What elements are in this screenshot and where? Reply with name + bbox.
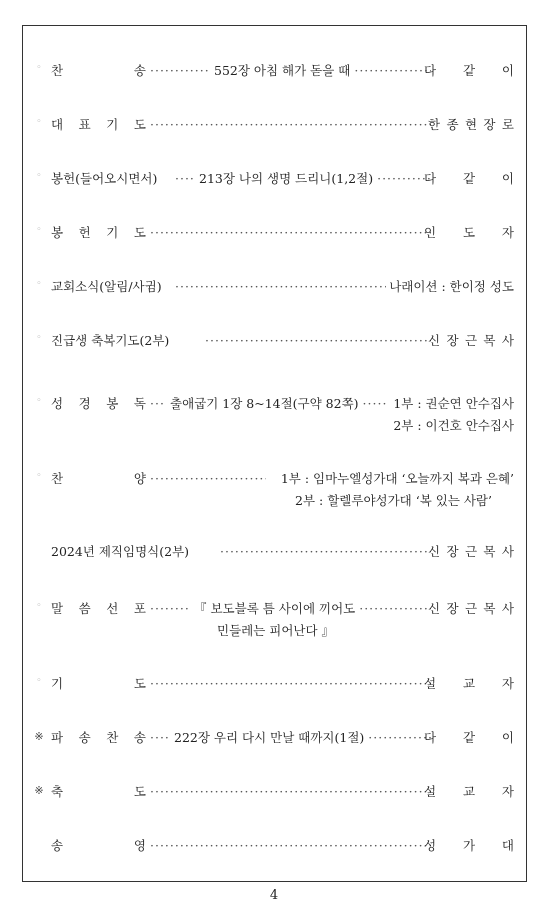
name-char: 같 xyxy=(462,63,476,78)
item-label-char: 포 xyxy=(133,601,146,616)
name-char: 자 xyxy=(501,676,514,691)
leader-line xyxy=(175,279,386,294)
item-leader-name xyxy=(424,63,514,78)
name-char: 장 xyxy=(446,333,459,348)
item-label-char: 찬 xyxy=(106,730,119,745)
item-label xyxy=(51,838,146,853)
item-label xyxy=(51,784,146,799)
dot-leader xyxy=(377,171,431,186)
bullet-mark: ◦ xyxy=(36,676,42,686)
dot-leader xyxy=(150,676,431,691)
name-char: 설 xyxy=(424,784,437,799)
item-label-char: 기 xyxy=(106,117,119,132)
name-char: 신 xyxy=(428,333,441,348)
item-leader-name xyxy=(424,784,514,799)
dot-leader xyxy=(150,838,431,853)
item-label xyxy=(51,333,201,348)
leader-line xyxy=(150,225,431,240)
item-label xyxy=(51,544,216,559)
item-label-char: 파 xyxy=(51,730,64,745)
dot-leader xyxy=(150,784,431,799)
item-label-char: 진급생 축복기도(2부) xyxy=(51,333,170,348)
dot-leader xyxy=(150,471,266,486)
dot-leader xyxy=(150,396,166,411)
dot-leader xyxy=(205,333,431,348)
dot-leader xyxy=(175,171,195,186)
dot-leader xyxy=(150,225,431,240)
item-label-char: 표 xyxy=(78,117,91,132)
dot-leader xyxy=(220,544,431,559)
item-label-char: 봉헌(들어오시면서) xyxy=(51,171,158,186)
bullet-mark: ◦ xyxy=(36,471,42,481)
item-detail: 『 보도블록 틈 사이에 끼어도 xyxy=(194,601,356,616)
item-label-char: 2024년 제직임명식(2부) xyxy=(51,544,190,559)
leader-line xyxy=(150,838,431,853)
name-char: 다 xyxy=(424,171,437,186)
name-char: 장 xyxy=(483,117,496,132)
item-label xyxy=(51,117,146,132)
item-leader-name-2: 2부 : 이건호 안수집사 xyxy=(393,418,514,433)
leader-line xyxy=(150,676,431,691)
item-label-char: 송 xyxy=(51,838,64,853)
name-char: 이 xyxy=(501,730,514,745)
name-char: 가 xyxy=(462,838,476,853)
item-label-char: 도 xyxy=(133,676,146,691)
name-char: 사 xyxy=(501,333,514,348)
leader-line xyxy=(150,730,431,745)
item-leader-name-2: 2부 : 할렐루야성가대 ‘복 있는 사람’ xyxy=(295,493,492,508)
item-label xyxy=(51,225,146,240)
item-leader-name xyxy=(428,117,514,132)
leader-line xyxy=(150,396,386,411)
name-char: 목 xyxy=(483,333,496,348)
name-char: 로 xyxy=(501,117,514,132)
leader-line xyxy=(150,63,431,78)
name-char: 목 xyxy=(483,601,496,616)
item-label xyxy=(51,730,146,745)
name-char: 같 xyxy=(462,730,476,745)
name-char: 설 xyxy=(424,676,437,691)
name-char: 종 xyxy=(446,117,459,132)
bullet-mark: ◦ xyxy=(36,601,42,611)
bullet-mark: ◦ xyxy=(36,333,42,343)
bullet-mark: ◦ xyxy=(36,171,42,181)
item-label xyxy=(51,171,171,186)
name-char: 도 xyxy=(462,225,476,240)
item-leader-name xyxy=(424,676,514,691)
item-leader-name xyxy=(424,225,514,240)
name-char: 대 xyxy=(501,838,514,853)
name-char: 다 xyxy=(424,63,437,78)
item-leader-name: 1부 : 임마누엘성가대 ‘오늘까지 복과 은혜’ xyxy=(280,471,514,486)
item-label xyxy=(51,63,146,78)
bullet-mark: ※ xyxy=(34,784,44,797)
name-char: 근 xyxy=(464,333,478,348)
name-char: 다 xyxy=(424,730,437,745)
name-char: 장 xyxy=(446,544,459,559)
item-leader-name xyxy=(424,838,514,853)
dot-leader xyxy=(150,601,190,616)
item-label-char: 대 xyxy=(51,117,64,132)
name-char: 한 xyxy=(428,117,441,132)
dot-leader xyxy=(175,279,386,294)
item-label-char: 찬 xyxy=(51,63,64,78)
item-label-char: 선 xyxy=(106,601,119,616)
item-label xyxy=(51,396,146,411)
item-label-char: 영 xyxy=(133,838,146,853)
item-label xyxy=(51,279,171,294)
item-leader-name: 1부 : 권순연 안수집사 xyxy=(393,396,514,411)
item-label-char: 축 xyxy=(51,784,64,799)
item-label-char: 송 xyxy=(133,730,146,745)
item-detail: 552장 아침 해가 돋을 때 xyxy=(214,63,351,78)
dot-leader xyxy=(150,730,170,745)
item-label-char: 양 xyxy=(133,471,146,486)
item-detail: 출애굽기 1장 8~14절(구약 82쪽) xyxy=(170,396,359,411)
item-label xyxy=(51,601,146,616)
item-label-char: 말 xyxy=(51,601,64,616)
item-label-char: 봉 xyxy=(51,225,64,240)
dot-leader xyxy=(359,601,431,616)
dot-leader xyxy=(150,63,210,78)
leader-line xyxy=(175,171,431,186)
bullet-mark: ◦ xyxy=(36,225,42,235)
name-char: 교 xyxy=(462,784,476,799)
item-detail: 213장 나의 생명 드리니(1,2절) xyxy=(199,171,374,186)
item-label-char: 도 xyxy=(133,225,146,240)
item-leader-name xyxy=(424,730,514,745)
item-leader-name: 나래이션 : 한이정 성도 xyxy=(389,279,514,294)
leader-line xyxy=(205,333,431,348)
item-label-char: 송 xyxy=(78,730,91,745)
name-char: 같 xyxy=(462,171,476,186)
item-label-char: 도 xyxy=(133,117,146,132)
item-leader-name xyxy=(428,544,514,559)
dot-leader xyxy=(150,117,431,132)
dot-leader xyxy=(368,730,431,745)
item-label-char: 찬 xyxy=(51,471,64,486)
item-label-char: 봉 xyxy=(106,396,119,411)
item-label-char: 성 xyxy=(51,396,64,411)
leader-line xyxy=(220,544,431,559)
item-detail-line2: 민들레는 피어난다 』 xyxy=(217,623,335,638)
item-label-char: 경 xyxy=(78,396,91,411)
dot-leader xyxy=(363,396,386,411)
item-label-char: 헌 xyxy=(78,225,91,240)
item-leader-name xyxy=(428,601,514,616)
item-label-char: 기 xyxy=(51,676,64,691)
leader-line xyxy=(150,471,266,486)
page-number: 4 xyxy=(269,888,279,903)
bullet-mark: ◦ xyxy=(36,117,42,127)
leader-line xyxy=(150,117,431,132)
name-char: 성 xyxy=(424,838,437,853)
bullet-mark: ※ xyxy=(34,730,44,743)
item-label-char: 송 xyxy=(133,63,146,78)
item-detail: 222장 우리 다시 만날 때까지(1절) xyxy=(174,730,365,745)
name-char: 이 xyxy=(501,63,514,78)
item-label xyxy=(51,471,146,486)
bullet-mark: ◦ xyxy=(36,63,42,73)
name-char: 이 xyxy=(501,171,514,186)
item-label-char: 교회소식(알림/사귐) xyxy=(51,279,162,294)
name-char: 신 xyxy=(428,601,441,616)
item-leader-name xyxy=(424,171,514,186)
name-char: 인 xyxy=(424,225,437,240)
name-char: 목 xyxy=(483,544,496,559)
name-char: 자 xyxy=(501,225,514,240)
leader-line xyxy=(150,601,431,616)
name-char: 사 xyxy=(501,601,514,616)
item-label-char: 도 xyxy=(133,784,146,799)
dot-leader xyxy=(354,63,431,78)
name-char: 현 xyxy=(464,117,478,132)
name-char: 교 xyxy=(462,676,476,691)
item-label-char: 독 xyxy=(133,396,146,411)
leader-line xyxy=(150,784,431,799)
item-leader-name xyxy=(428,333,514,348)
order-of-worship-box xyxy=(22,25,527,882)
name-char: 장 xyxy=(446,601,459,616)
name-char: 자 xyxy=(501,784,514,799)
bullet-mark: ◦ xyxy=(36,396,42,406)
name-char: 근 xyxy=(464,601,478,616)
name-char: 사 xyxy=(501,544,514,559)
bullet-mark: ◦ xyxy=(36,279,42,289)
name-char: 근 xyxy=(464,544,478,559)
item-label-char: 씀 xyxy=(78,601,91,616)
item-label xyxy=(51,676,146,691)
item-label-char: 기 xyxy=(106,225,119,240)
name-char: 신 xyxy=(428,544,441,559)
